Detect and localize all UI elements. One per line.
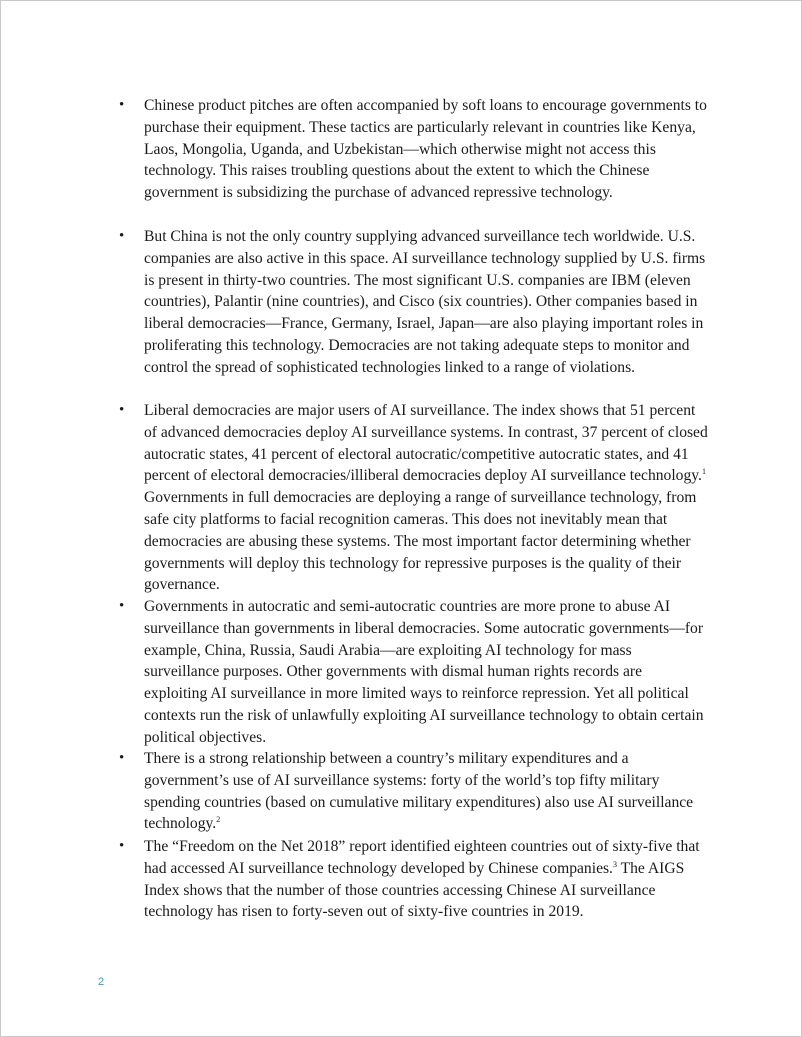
bullet-icon: • (119, 750, 125, 766)
bullet-icon: • (119, 402, 125, 418)
bullet-item-2 (119, 226, 709, 376)
bullet-text-continued: Governments in full democracies are deploying a range of surveillance technology, from safe city platforms to facial recognition cameras. This does not inevitably mean that democracies are abusing these systems. The most important factor determining whether governments will deploy this technology for repressive purposes is the quality of their governance. (144, 489, 697, 594)
bullet-item-5 (119, 748, 709, 833)
bullet-icon: • (119, 97, 125, 113)
bullet-text: Liberal democracies are major users of AI surveillance. The index shows that 51 percent of advanced democracies deploy AI surveillance systems. In contrast, 37 percent of closed autocratic states, 41 percent of electoral autocratic/competitive autocratic states, and 41 percent of electoral democracies/illiberal democracies deploy AI surveillance technology. (144, 402, 708, 485)
bullet-icon: • (119, 228, 125, 244)
page-number: 2 (98, 976, 105, 988)
bullet-icon: • (119, 838, 125, 854)
bullet-item-3 (119, 400, 709, 594)
bullet-item-6 (119, 836, 709, 922)
bullet-text: But China is not the only country supplying advanced surveillance tech worldwide. U.S. companies are also active in this space. AI surveillance technology supplied by U.S. firms is present in thirty-two countries. The most significant U.S. companies are IBM (eleven countries), Palantir (nine countries), and Cisco (six countries). Other companies based in liberal democracies—France, Germany, Israel, Japan—are also playing important roles in proliferating this technology. Democracies are not taking adequate steps to monitor and control the spread of sophisticated technologies linked to a range of violations. (144, 228, 706, 376)
bullet-text: The “Freedom on the Net 2018” report identified eighteen countries out of sixty-five that had accessed AI surveillance technology developed by Chinese companies. (144, 838, 700, 877)
bullet-item-1 (119, 95, 709, 201)
bullet-text: Governments in autocratic and semi-autocratic countries are more prone to abuse AI surveillance than governments in liberal democracies. Some autocratic governments—for example, China, Russia, Saudi Arabia—are exploiting AI technology for mass surveillance purposes. Other governments with dismal human rights records are exploiting AI surveillance in more limited ways to reinforce repression. Yet all political contexts run the risk of unlawfully exploiting AI surveillance technology to obtain certain political objectives. (144, 598, 704, 746)
bullet-icon: • (119, 598, 125, 614)
footnote-marker[interactable]: 3 (612, 859, 617, 869)
footnote-marker[interactable]: 2 (216, 815, 221, 825)
bullet-text: Chinese product pitches are often accompanied by soft loans to encourage governments to purchase their equipment. These tactics are particularly relevant in countries like Kenya, Laos, Mongolia, Uganda, and Uzbekistan—which otherwise might not access this technology. This raises troubling questions about the extent to which the Chinese government is subsidizing the purchase of advanced repressive technology. (144, 97, 707, 202)
footnote-marker[interactable]: 1 (701, 467, 706, 477)
bullet-text: There is a strong relationship between a country’s military expenditures and a government’s use of AI surveillance systems: forty of the world’s top fifty military spending countries (based on cumulative military expenditures) also use AI surveillance technology. (144, 750, 694, 833)
bullet-item-4 (119, 596, 709, 746)
bullet-text-continued: The AIGS Index shows that the number of those countries accessing Chinese AI surveillance technology has risen to forty-seven out of sixty-five countries in 2019. (144, 859, 685, 921)
bullet-list (119, 95, 709, 922)
